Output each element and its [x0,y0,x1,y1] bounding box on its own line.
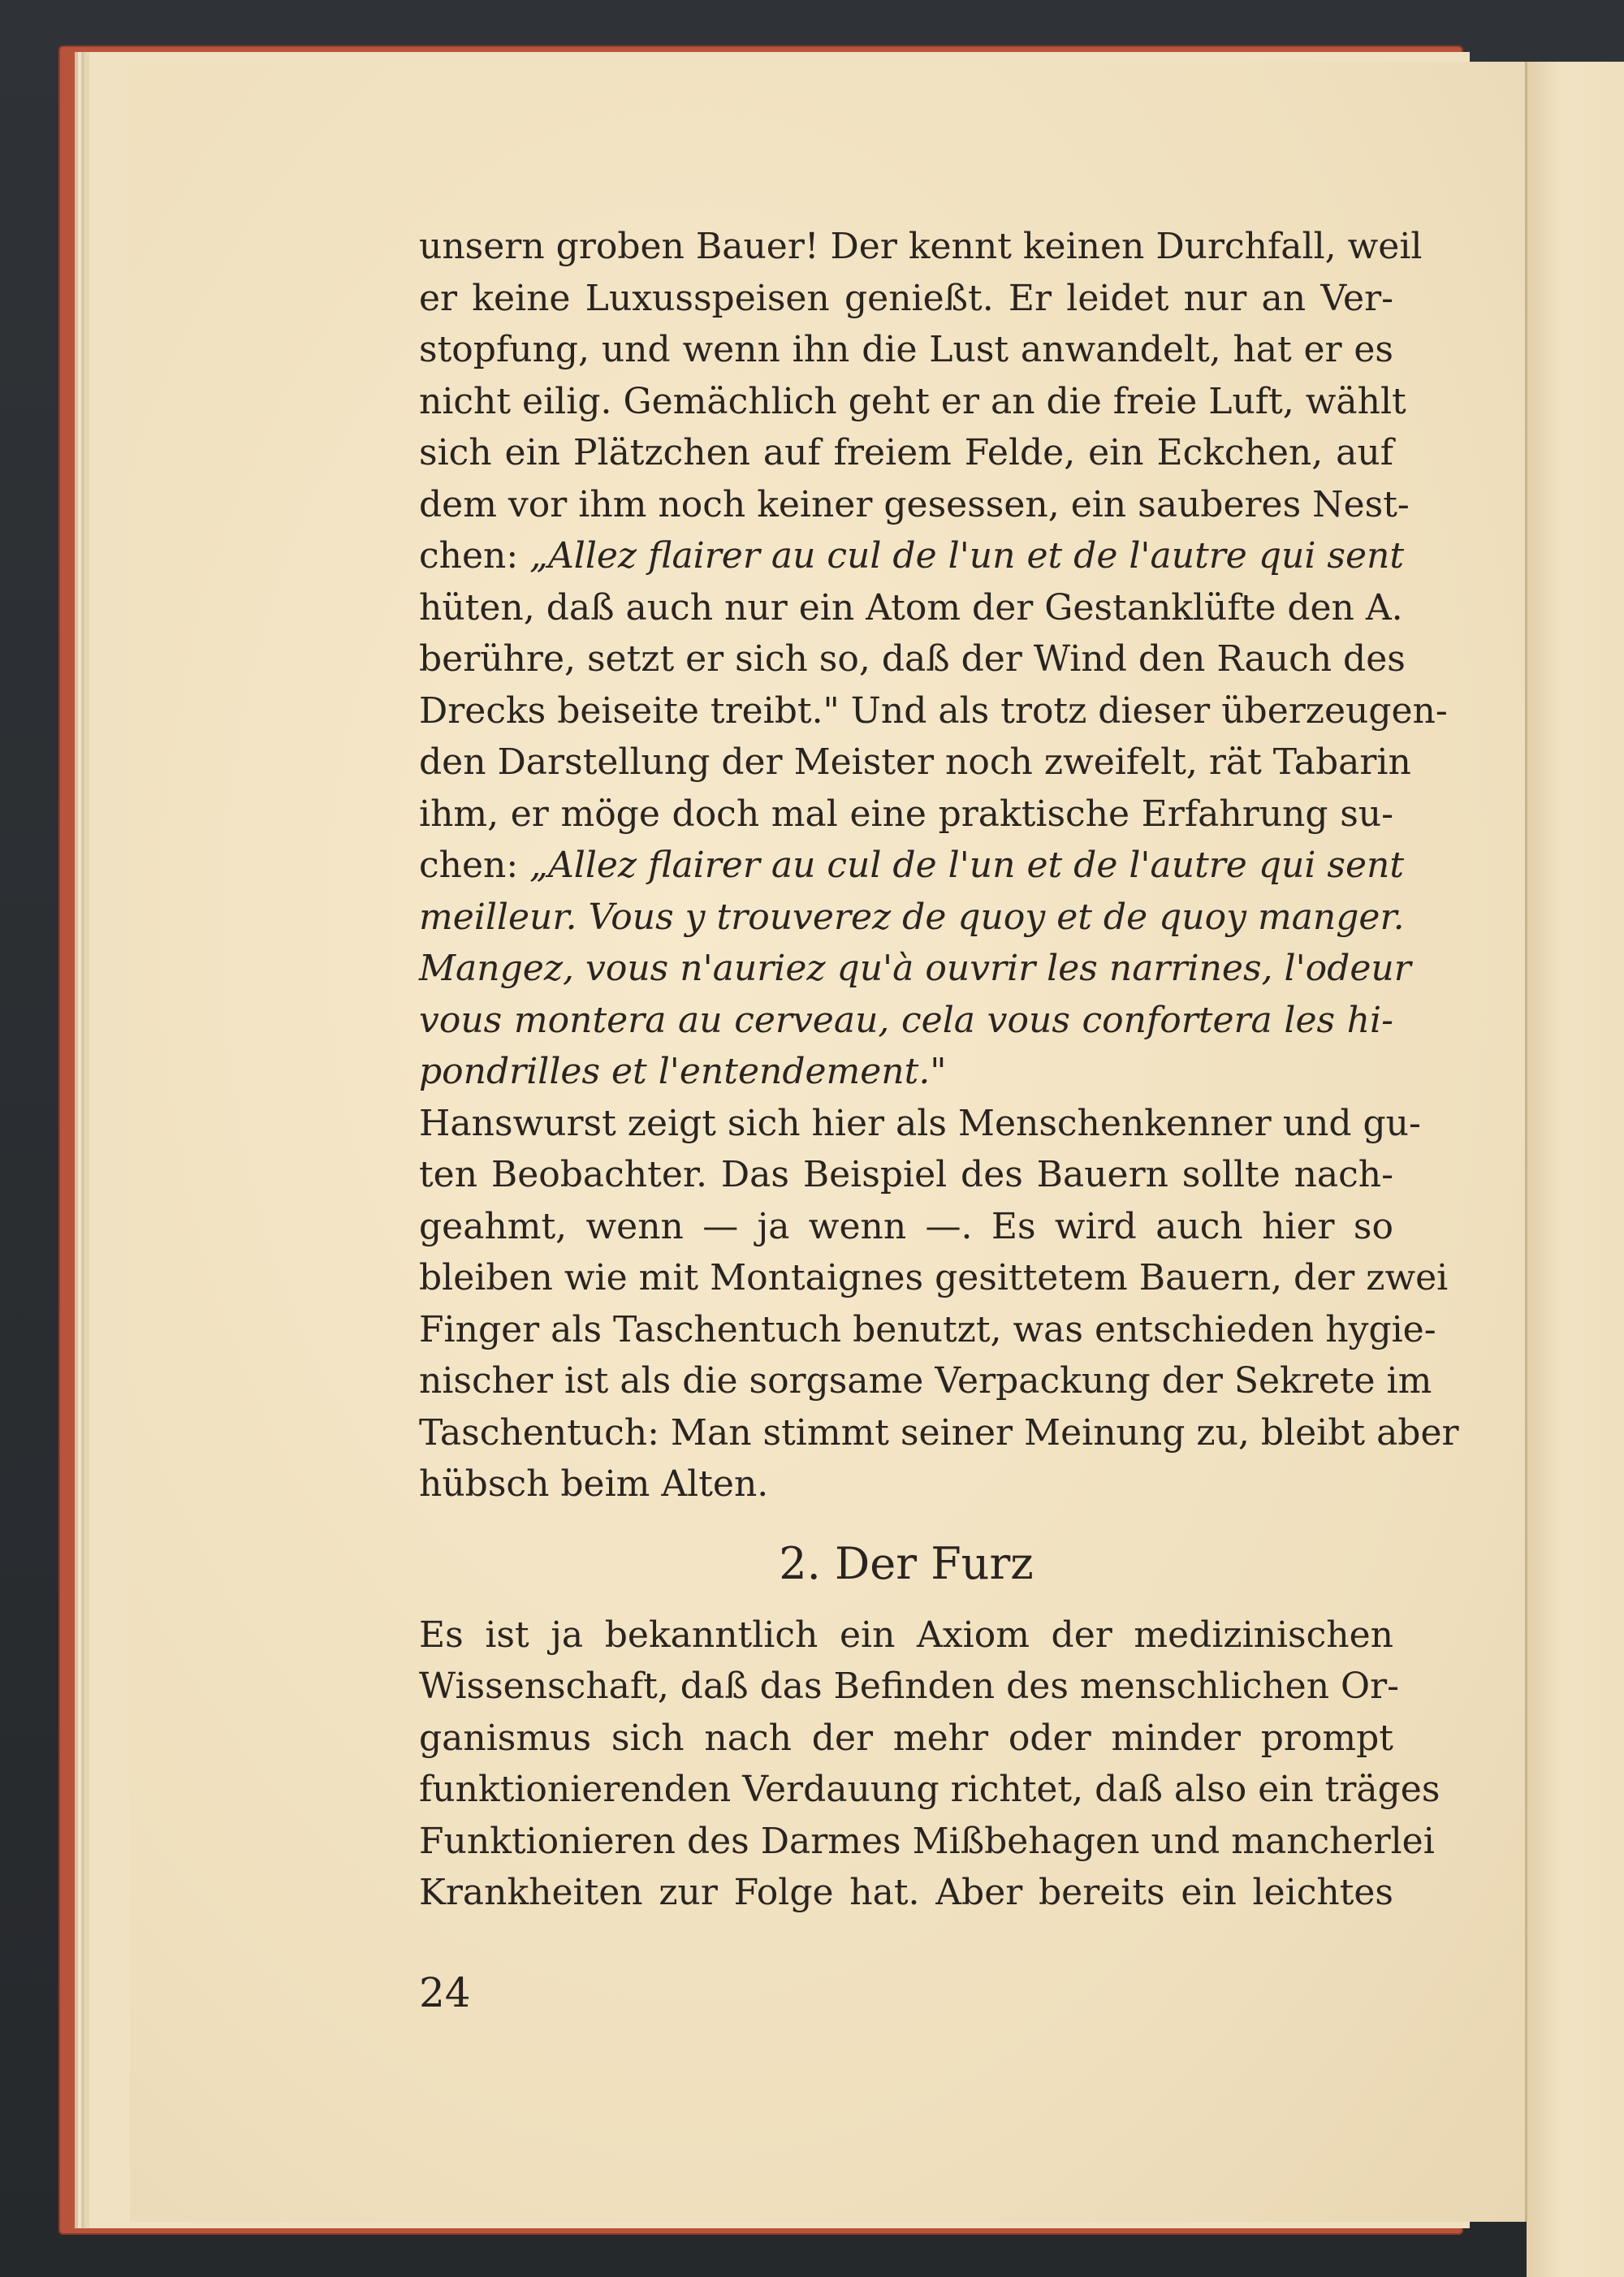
text-line: ganismus sich nach der mehr oder minder prompt [419,1717,1393,1759]
text-line: Wissenschaft, daß das Befinden des menschlichen Or- [419,1666,1400,1707]
text-line: dem vor ihm noch keiner gesessen, ein sauberes Nest- [419,483,1410,525]
paragraph-1 [419,221,1448,1098]
text-line: ten Beobachter. Das Beispiel des Bauern sollte nach- [419,1154,1393,1195]
text-line-italic: „Allez flairer au cul de l'un et de l'autre qui sent [529,535,1405,577]
text-line: er keine Luxusspeisen genießt. Er leidet nur an Ver- [419,277,1393,319]
text-line: Krankheiten zur Folge hat. Aber bereits ein leichtes [419,1872,1393,1913]
text-line: Hanswurst zeigt sich hier als Menschenkenner und gu- [419,1102,1421,1144]
text-line: unsern groben Bauer! Der kennt keinen Durchfall, weil [419,226,1423,267]
text-line: Es ist ja bekanntlich ein Axiom der medizinischen [419,1614,1393,1656]
text-line: pondrilles et l'entendement." [419,1051,947,1092]
text-line: bleiben wie mit Montaignes gesittetem Bauern, der zwei [419,1257,1449,1298]
paragraph-2 [419,1098,1459,1510]
text-line-italic: „Allez flairer au cul de l'un et de l'autre qui sent [529,845,1405,886]
text-line: hübsch beim Alten. [419,1463,769,1505]
text-line: hüten, daß auch nur ein Atom der Gestanklüfte den A. [419,586,1403,629]
text-line: Mangez, vous n'auriez qu'à ouvrir les narrines, l'odeur [419,948,1411,989]
text-line: stopfung, und wenn ihn die Lust anwandelt, hat er es [419,329,1393,370]
page-text [419,221,1459,1919]
section-heading: 2. Der Furz [779,1537,1034,1589]
facing-page-edge [1527,62,1624,2277]
text-line [419,530,1405,582]
text-line: vous montera au cerveau, cela vous confortera les hi- [419,999,1393,1041]
text-line: Funktionieren des Darmes Mißbehagen und mancherlei [419,1820,1435,1862]
text-line: berühre, setzt er sich so, daß der Wind den Rauch des [419,638,1406,680]
text-line: meilleur. Vous y trouverez de quoy et de quoy manger. [419,896,1405,938]
text-line: Drecks beiseite treibt." Und als trotz dieser überzeugen- [419,689,1448,732]
paragraph-3 [419,1609,1440,1919]
text-line [419,840,1405,892]
text-line-roman: chen: [419,535,530,577]
text-line: nischer ist als die sorgsame Verpackung der Sekrete im [419,1360,1432,1402]
text-line: nicht eilig. Gemächlich geht er an die freie Luft, wählt [419,380,1406,422]
text-line: funktionierenden Verdauung richtet, daß also ein träges [419,1769,1440,1810]
text-line: Taschentuch: Man stimmt seiner Meinung zu, bleibt aber [419,1411,1459,1454]
gutter-line [1525,62,1527,2222]
text-line: sich ein Plätzchen auf freiem Felde, ein Eckchen, auf [419,432,1393,473]
text-line: Finger als Taschentuch benutzt, was entschieden hygie- [419,1308,1436,1350]
text-line: geahmt, wenn — ja wenn —. Es wird auch hier so [419,1205,1393,1247]
page-number: 24 [419,1969,471,2016]
text-line-roman: chen: [419,845,530,886]
text-line: ihm, er möge doch mal eine praktische Erfahrung su- [419,793,1393,835]
text-line: den Darstellung der Meister noch zweifelt, rät Tabarin [419,741,1411,783]
